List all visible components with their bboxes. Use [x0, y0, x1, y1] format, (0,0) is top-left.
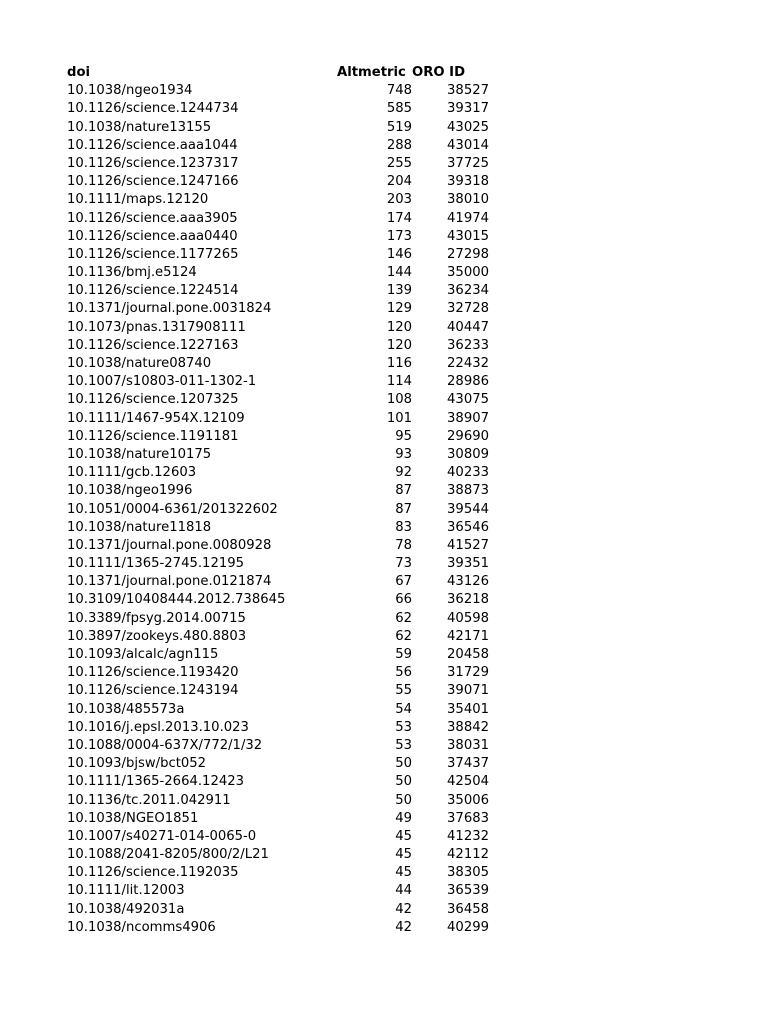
oro-id-cell: 39317: [447, 101, 489, 117]
table-row: [0, 737, 768, 755]
altmetric-cell: 95: [395, 428, 412, 444]
altmetric-cell: 49: [395, 810, 412, 826]
table-row: [0, 682, 768, 700]
doi-cell: 10.1038/485573a: [67, 701, 185, 717]
altmetric-cell: 44: [395, 883, 412, 899]
oro-id-cell: 37683: [447, 810, 489, 826]
oro-id-cell: 43075: [447, 392, 489, 408]
doi-cell: 10.3389/fpsyg.2014.00715: [67, 610, 246, 626]
doi-cell: 10.1126/science.1191181: [67, 428, 239, 444]
altmetric-cell: 83: [395, 519, 412, 535]
oro-id-cell: 36458: [447, 901, 489, 917]
doi-cell: 10.1126/science.1227163: [67, 337, 239, 353]
altmetric-cell: 42: [395, 919, 412, 935]
table-row: [0, 210, 768, 228]
doi-cell: 10.1038/ngeo1996: [67, 483, 193, 499]
doi-cell: 10.1038/nature13155: [67, 119, 212, 135]
table-row: [0, 282, 768, 300]
doi-cell: 10.1111/1467-954X.12109: [67, 410, 245, 426]
table-row: [0, 155, 768, 173]
doi-cell: 10.1038/ngeo1934: [67, 83, 193, 99]
table-row: [0, 82, 768, 100]
oro-id-cell: 42112: [447, 847, 489, 863]
doi-cell: 10.1111/maps.12120: [67, 192, 209, 208]
doi-cell: 10.1038/ncomms4906: [67, 919, 216, 935]
altmetric-cell: 54: [395, 701, 412, 717]
table-row: [0, 228, 768, 246]
oro-id-cell: 38907: [447, 410, 489, 426]
doi-cell: 10.1126/science.1243194: [67, 683, 239, 699]
spreadsheet-table: [0, 64, 768, 937]
altmetric-cell: 288: [386, 137, 412, 153]
doi-cell: 10.1126/science.1192035: [67, 865, 239, 881]
table-row: [0, 501, 768, 519]
table-row: [0, 482, 768, 500]
doi-cell: 10.1126/science.1244734: [67, 101, 239, 117]
oro-id-cell: 40299: [447, 919, 489, 935]
altmetric-cell: 748: [386, 83, 412, 99]
table-row: [0, 446, 768, 464]
oro-id-column-header: ORO ID: [412, 65, 466, 80]
table-row: [0, 591, 768, 609]
doi-cell: 10.3109/10408444.2012.738645: [67, 592, 286, 608]
oro-id-cell: 28986: [447, 374, 489, 390]
doi-cell: 10.1126/science.1193420: [67, 665, 239, 681]
altmetric-column-header: Altmetric: [337, 65, 406, 80]
doi-cell: 10.1088/0004-637X/772/1/32: [67, 737, 263, 753]
doi-cell: 10.1136/tc.2011.042911: [67, 792, 231, 808]
oro-id-cell: 43025: [447, 119, 489, 135]
altmetric-cell: 73: [395, 556, 412, 572]
doi-cell: 10.1126/science.aaa3905: [67, 210, 238, 226]
doi-cell: 10.1038/nature11818: [67, 519, 212, 535]
doi-cell: 10.1051/0004-6361/201322602: [67, 501, 278, 517]
table-row: [0, 664, 768, 682]
altmetric-cell: 45: [395, 865, 412, 881]
table-row: [0, 373, 768, 391]
doi-cell: 10.1371/journal.pone.0031824: [67, 301, 272, 317]
doi-cell: 10.1038/NGEO1851: [67, 810, 199, 826]
altmetric-cell: 139: [386, 283, 412, 299]
altmetric-cell: 50: [395, 792, 412, 808]
oro-id-cell: 39318: [447, 174, 489, 190]
table-row: [0, 246, 768, 264]
oro-id-cell: 35006: [447, 792, 489, 808]
oro-id-cell: 27298: [447, 246, 489, 262]
doi-cell: 10.1093/bjsw/bct052: [67, 756, 207, 772]
table-row: [0, 628, 768, 646]
table-row: [0, 846, 768, 864]
doi-cell: 10.1038/492031a: [67, 901, 185, 917]
oro-id-cell: 41974: [447, 210, 489, 226]
table-row: [0, 901, 768, 919]
table-row: [0, 137, 768, 155]
table-row: [0, 573, 768, 591]
altmetric-cell: 93: [395, 446, 412, 462]
table-row: [0, 755, 768, 773]
altmetric-cell: 87: [395, 483, 412, 499]
oro-id-cell: 38842: [447, 719, 489, 735]
oro-id-cell: 38031: [447, 737, 489, 753]
table-row: [0, 173, 768, 191]
oro-id-cell: 36233: [447, 337, 489, 353]
oro-id-cell: 36234: [447, 283, 489, 299]
doi-cell: 10.1126/science.aaa1044: [67, 137, 238, 153]
doi-cell: 10.1136/bmj.e5124: [67, 265, 197, 281]
table-row: [0, 464, 768, 482]
oro-id-cell: 40598: [447, 610, 489, 626]
oro-id-cell: 42171: [447, 628, 489, 644]
altmetric-cell: 62: [395, 628, 412, 644]
oro-id-cell: 38873: [447, 483, 489, 499]
altmetric-cell: 255: [386, 155, 412, 171]
doi-cell: 10.1073/pnas.1317908111: [67, 319, 246, 335]
oro-id-cell: 38305: [447, 865, 489, 881]
table-row: [0, 828, 768, 846]
altmetric-cell: 114: [386, 374, 412, 390]
altmetric-cell: 50: [395, 774, 412, 790]
altmetric-cell: 519: [386, 119, 412, 135]
doi-cell: 10.1126/science.1177265: [67, 246, 239, 262]
table-row: [0, 792, 768, 810]
altmetric-cell: 67: [395, 574, 412, 590]
header-row: [0, 64, 768, 82]
table-row: [0, 264, 768, 282]
oro-id-cell: 37725: [447, 155, 489, 171]
table-row: [0, 337, 768, 355]
altmetric-cell: 92: [395, 465, 412, 481]
oro-id-cell: 22432: [447, 356, 489, 371]
table-row: [0, 319, 768, 337]
altmetric-cell: 174: [386, 210, 412, 226]
oro-id-cell: 31729: [447, 665, 489, 681]
altmetric-cell: 120: [386, 337, 412, 353]
table-row: [0, 355, 768, 373]
oro-id-cell: 40447: [447, 319, 489, 335]
oro-id-cell: 37437: [447, 756, 489, 772]
oro-id-cell: 41527: [447, 537, 489, 553]
oro-id-cell: 43015: [447, 228, 489, 244]
doi-cell: 10.1111/gcb.12603: [67, 465, 197, 481]
doi-cell: 10.1088/2041-8205/800/2/L21: [67, 847, 269, 863]
table-row: [0, 391, 768, 409]
altmetric-cell: 59: [395, 647, 412, 662]
table-row: [0, 410, 768, 428]
table-row: [0, 810, 768, 828]
doi-column-header: doi: [67, 65, 91, 80]
oro-id-cell: 43126: [447, 574, 489, 590]
altmetric-cell: 56: [395, 665, 412, 681]
doi-cell: 10.1126/science.1247166: [67, 174, 239, 190]
oro-id-cell: 35000: [447, 265, 489, 281]
oro-id-cell: 20458: [447, 647, 489, 662]
altmetric-cell: 204: [386, 174, 412, 190]
oro-id-cell: 36546: [447, 519, 489, 535]
oro-id-cell: 36539: [447, 883, 489, 899]
altmetric-cell: 144: [386, 265, 412, 281]
oro-id-cell: 35401: [447, 701, 489, 717]
table-row: [0, 773, 768, 791]
oro-id-cell: 38527: [447, 83, 489, 99]
altmetric-cell: 87: [395, 501, 412, 517]
doi-cell: 10.1111/1365-2664.12423: [67, 774, 245, 790]
altmetric-cell: 45: [395, 847, 412, 863]
table-row: [0, 864, 768, 882]
table-row: [0, 919, 768, 937]
doi-cell: 10.1371/journal.pone.0080928: [67, 537, 272, 553]
altmetric-cell: 53: [395, 719, 412, 735]
table-row: [0, 882, 768, 900]
table-row: [0, 191, 768, 209]
oro-id-cell: 42504: [447, 774, 489, 790]
doi-cell: 10.1093/alcalc/agn115: [67, 647, 219, 662]
oro-id-cell: 43014: [447, 137, 489, 153]
table-row: [0, 300, 768, 318]
table-body: [0, 82, 768, 937]
table-row: [0, 701, 768, 719]
oro-id-cell: 38010: [447, 192, 489, 208]
table-row: [0, 100, 768, 118]
altmetric-cell: 62: [395, 610, 412, 626]
altmetric-cell: 66: [395, 592, 412, 608]
altmetric-cell: 585: [386, 101, 412, 117]
altmetric-cell: 146: [386, 246, 412, 262]
table-row: [0, 119, 768, 137]
oro-id-cell: 39071: [447, 683, 489, 699]
doi-cell: 10.1038/nature08740: [67, 356, 212, 371]
altmetric-cell: 50: [395, 756, 412, 772]
altmetric-cell: 129: [386, 301, 412, 317]
doi-cell: 10.1111/lit.12003: [67, 883, 185, 899]
oro-id-cell: 29690: [447, 428, 489, 444]
doi-cell: 10.3897/zookeys.480.8803: [67, 628, 247, 644]
oro-id-cell: 40233: [447, 465, 489, 481]
altmetric-cell: 101: [386, 410, 412, 426]
oro-id-cell: 39544: [447, 501, 489, 517]
altmetric-cell: 116: [386, 356, 412, 371]
oro-id-cell: 30809: [447, 446, 489, 462]
doi-cell: 10.1126/science.1237317: [67, 155, 239, 171]
table-row: [0, 719, 768, 737]
altmetric-cell: 108: [386, 392, 412, 408]
doi-cell: 10.1126/science.1224514: [67, 283, 239, 299]
altmetric-cell: 173: [386, 228, 412, 244]
altmetric-cell: 45: [395, 828, 412, 844]
doi-cell: 10.1111/1365-2745.12195: [67, 556, 245, 572]
table-row: [0, 537, 768, 555]
oro-id-cell: 36218: [447, 592, 489, 608]
doi-cell: 10.1126/science.1207325: [67, 392, 239, 408]
oro-id-cell: 32728: [447, 301, 489, 317]
altmetric-cell: 120: [386, 319, 412, 335]
altmetric-cell: 55: [395, 683, 412, 699]
doi-cell: 10.1038/nature10175: [67, 446, 212, 462]
doi-cell: 10.1371/journal.pone.0121874: [67, 574, 272, 590]
doi-cell: 10.1007/s10803-011-1302-1: [67, 374, 257, 390]
altmetric-cell: 78: [395, 537, 412, 553]
table-row: [0, 519, 768, 537]
altmetric-cell: 53: [395, 737, 412, 753]
table-row: [0, 428, 768, 446]
doi-cell: 10.1007/s40271-014-0065-0: [67, 828, 257, 844]
altmetric-cell: 203: [386, 192, 412, 208]
doi-cell: 10.1016/j.epsl.2013.10.023: [67, 719, 249, 735]
table-row: [0, 610, 768, 628]
doi-cell: 10.1126/science.aaa0440: [67, 228, 238, 244]
table-row: [0, 555, 768, 573]
oro-id-cell: 39351: [447, 556, 489, 572]
altmetric-cell: 42: [395, 901, 412, 917]
oro-id-cell: 41232: [447, 828, 489, 844]
table-row: [0, 646, 768, 664]
